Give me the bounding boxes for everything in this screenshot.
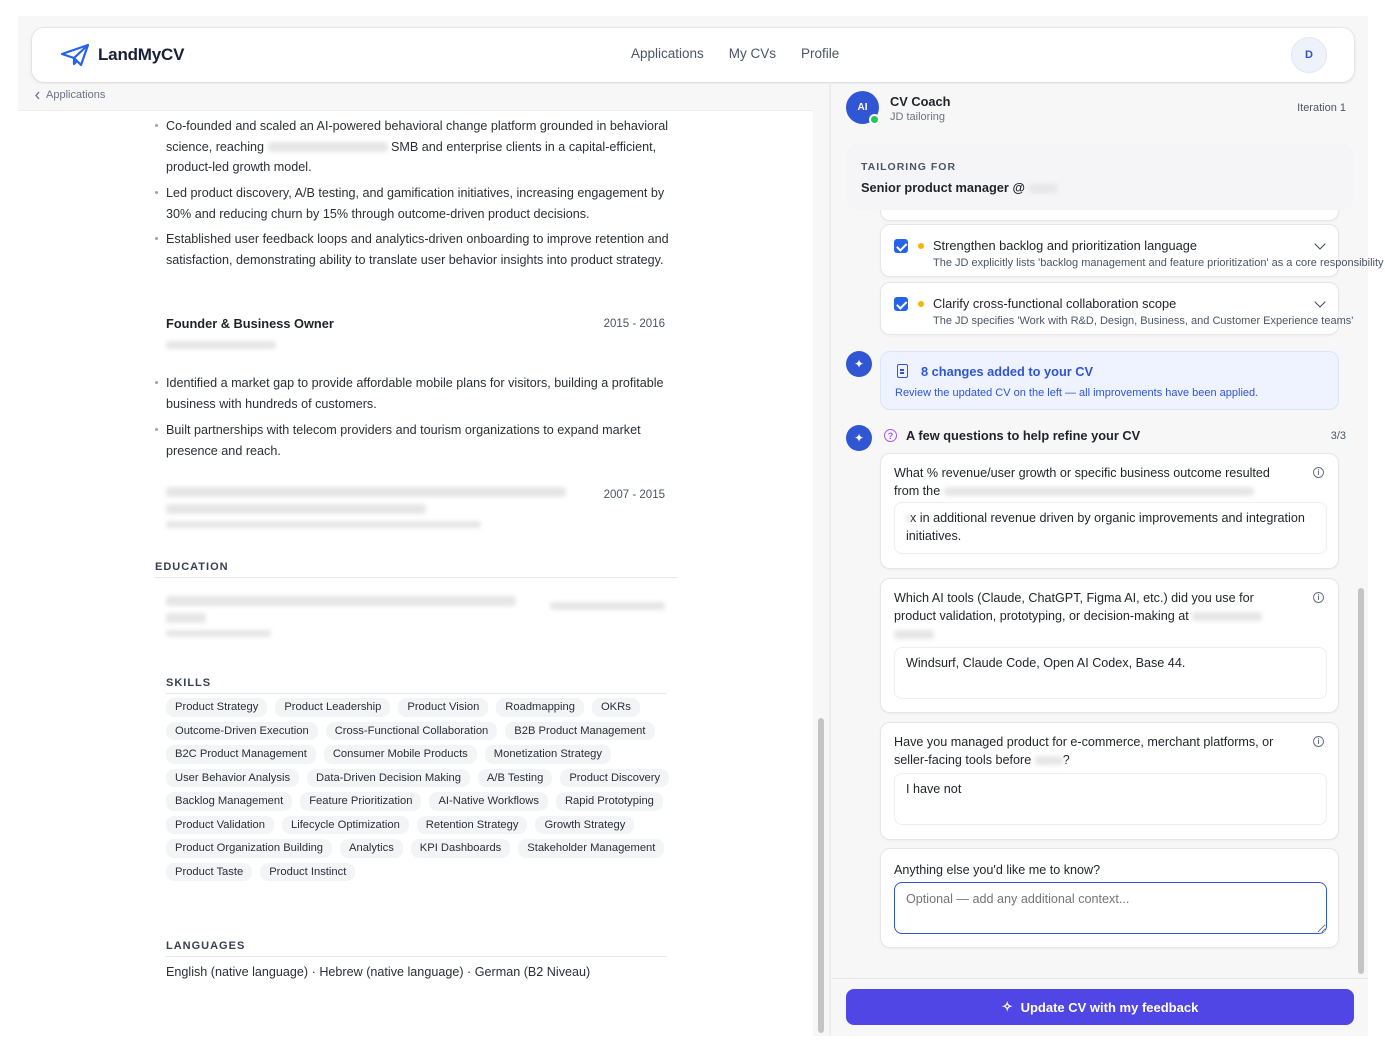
skill-chip: Outcome-Driven Execution	[166, 722, 318, 741]
answer-field[interactable]: I have not	[894, 773, 1327, 825]
update-cv-label: Update CV with my feedback	[1020, 999, 1199, 1015]
cv-bullet: Built partnerships with telecom providers and tourism organizations to expand market presence and reach.	[166, 420, 678, 461]
skill-chip: User Behavior Analysis	[166, 769, 299, 788]
skill-chip: OKRs	[592, 698, 640, 717]
chevron-down-icon[interactable]	[1314, 296, 1325, 307]
sparkle-icon: ✦	[846, 351, 872, 377]
section-heading-skills: SKILLS	[166, 677, 212, 689]
question-text: What % revenue/user growth or specific business outcome resulted from the	[894, 466, 1270, 498]
suggestion-title: Clarify cross-functional collaboration scope	[933, 296, 1177, 311]
question-text: Which AI tools (Claude, ChatGPT, Figma AI, etc.) did you use for product validation, prototyping, or decision-making at	[894, 589, 1294, 643]
question-card	[880, 453, 1339, 569]
skill-chip: Roadmapping	[496, 698, 584, 717]
main-nav	[631, 46, 839, 61]
changes-applied-notice	[880, 351, 1339, 410]
info-icon[interactable]: i	[1313, 467, 1324, 478]
extra-context-input[interactable]	[894, 882, 1327, 934]
cv-bullet: Identified a market gap to provide affordable mobile plans for visitors, building a profitable business with hundreds of customers.	[166, 373, 678, 414]
languages-text: English (native language) · Hebrew (native language) · German (B2 Niveau)	[166, 965, 591, 979]
skill-chip: Product Strategy	[166, 698, 267, 717]
skill-chip: Analytics	[340, 839, 403, 858]
questions-count: 3/3	[1330, 430, 1346, 442]
cv-coach-pane	[832, 84, 1384, 1036]
redacted-education-dates	[550, 597, 665, 615]
skill-chip: AI-Native Workflows	[429, 792, 548, 811]
skill-chip: Consumer Mobile Products	[324, 745, 477, 764]
cv-bullet: Established user feedback loops and analytics-driven onboarding to improve retention and satisfaction, demonstrating ability to translate user behavior insights into product strategy.	[166, 229, 678, 270]
paper-plane-icon	[60, 43, 90, 67]
section-divider	[166, 693, 666, 694]
skill-chip: Backlog Management	[166, 792, 292, 811]
skill-chip: Lifecycle Optimization	[282, 816, 409, 835]
suggestion-description: The JD explicitly lists 'backlog management and feature prioritization' as a core responsibility	[933, 257, 1384, 269]
section-divider	[155, 577, 678, 578]
suggestion-card[interactable]	[880, 282, 1354, 335]
skill-chip: Stakeholder Management	[518, 839, 664, 858]
skill-chip: Product Organization Building	[166, 839, 332, 858]
coach-scrollbar[interactable]	[1358, 588, 1364, 974]
skill-chip: Feature Prioritization	[300, 792, 421, 811]
changes-subtitle: Review the updated CV on the left — all improvements have been applied.	[895, 387, 1259, 399]
skill-chip: Growth Strategy	[535, 816, 634, 835]
tailoring-for-box	[847, 144, 1353, 210]
extra-context-label: Anything else you'd like me to know?	[894, 863, 1101, 877]
footer-divider	[832, 978, 1368, 979]
user-avatar[interactable]: D	[1291, 37, 1327, 73]
coach-avatar: AI	[846, 91, 879, 124]
role-title: Founder & Business Owner	[166, 316, 334, 331]
answer-field[interactable]: x in additional revenue driven by organic improvements and integration initiatives.	[894, 502, 1327, 554]
skill-chip: Data-Driven Decision Making	[307, 769, 470, 788]
update-cv-button[interactable]	[846, 989, 1354, 1025]
skills-list	[166, 698, 686, 881]
brand[interactable]	[60, 43, 184, 67]
tailoring-label: TAILORING FOR	[861, 161, 957, 173]
skill-chip: B2B Product Management	[505, 722, 654, 741]
coach-name: CV Coach	[890, 94, 951, 109]
coach-header	[832, 84, 1368, 134]
chevron-down-icon[interactable]	[1314, 238, 1325, 249]
cv-bullet: Co-founded and scaled an AI-powered behavioral change platform grounded in behavioral science, reaching SMB and enterprise clients in a capital-efficient, product-led growth model.	[166, 116, 678, 178]
chevron-left-icon	[34, 91, 41, 100]
redacted-text	[1035, 756, 1063, 765]
questions-header	[884, 427, 1354, 447]
redacted-text	[268, 142, 388, 152]
redacted-text	[1192, 612, 1262, 621]
suggestion-description: The JD specifies 'Work with R&D, Design, Business, and Customer Experience teams'	[933, 315, 1354, 327]
question-text: Have you managed product for e-commerce, merchant platforms, or seller-facing tools before ?	[894, 735, 1274, 767]
suggestion-card[interactable]	[880, 224, 1384, 277]
cv-document	[18, 110, 813, 1040]
skill-chip: Cross-Functional Collaboration	[326, 722, 498, 741]
redacted-company	[166, 336, 276, 354]
extra-context-card	[880, 848, 1339, 948]
document-icon	[897, 364, 908, 378]
redacted-role-title	[166, 487, 566, 528]
question-card	[880, 722, 1339, 840]
skill-chip: Product Instinct	[260, 863, 355, 882]
tailoring-value: Senior product manager @	[861, 180, 1057, 195]
redacted-text	[944, 487, 1254, 496]
skill-chip: KPI Dashboards	[411, 839, 510, 858]
coach-subtitle: JD tailoring	[890, 111, 946, 123]
pane-divider	[829, 84, 831, 1036]
section-heading-languages: LANGUAGES	[166, 940, 246, 952]
suggestion-checkbox[interactable]	[894, 297, 908, 311]
online-status-dot	[869, 114, 880, 125]
skill-chip: Product Validation	[166, 816, 274, 835]
nav-profile[interactable]: Profile	[801, 46, 840, 61]
skill-chip: A/B Testing	[478, 769, 552, 788]
skill-chip: Retention Strategy	[417, 816, 528, 835]
skill-chip: Product Leadership	[275, 698, 390, 717]
suggestion-checkbox[interactable]	[894, 239, 908, 253]
sparkle-icon: ✦	[846, 425, 872, 451]
question-icon: ?	[884, 429, 897, 442]
cv-scrollbar[interactable]	[818, 718, 824, 1033]
skill-chip: Rapid Prototyping	[556, 792, 663, 811]
priority-dot	[918, 301, 924, 307]
skill-chip: Product Taste	[166, 863, 252, 882]
question-card	[880, 578, 1339, 713]
questions-title: A few questions to help refine your CV	[906, 428, 1141, 443]
skill-chip: Product Vision	[398, 698, 488, 717]
section-divider	[166, 956, 666, 957]
suggestion-title: Strengthen backlog and prioritization language	[933, 238, 1197, 253]
role-dates: 2015 - 2016	[603, 318, 665, 330]
top-navigation-bar	[32, 28, 1354, 82]
role-dates: 2007 - 2015	[603, 489, 665, 501]
cv-preview-pane	[18, 84, 828, 1036]
brand-name: LandMyCV	[98, 45, 185, 64]
redacted-education	[166, 596, 516, 637]
skill-chip: Product Discovery	[560, 769, 669, 788]
sparkle-icon: ✧	[1001, 999, 1013, 1014]
info-icon[interactable]: i	[1313, 736, 1324, 747]
nav-my-cvs[interactable]: My CVs	[728, 46, 777, 61]
nav-applications[interactable]: Applications	[631, 46, 704, 61]
redacted-company	[1029, 184, 1057, 193]
breadcrumb-applications[interactable]: Applications	[46, 89, 106, 101]
breadcrumb[interactable]	[34, 89, 105, 101]
info-icon[interactable]: i	[1313, 592, 1324, 603]
iteration-label: Iteration 1	[1297, 102, 1346, 114]
answer-field[interactable]: Windsurf, Claude Code, Open AI Codex, Base 44.	[894, 647, 1327, 699]
changes-title: 8 changes added to your CV	[921, 364, 1094, 379]
skill-chip: Monetization Strategy	[485, 745, 611, 764]
section-heading-education: EDUCATION	[155, 561, 229, 573]
priority-dot	[918, 243, 924, 249]
suggestion-card-partial	[880, 210, 1339, 221]
cv-bullet: Led product discovery, A/B testing, and gamification initiatives, increasing engagement by 30% and reducing churn by 15% through outcome-driven product decisions.	[166, 183, 678, 224]
skill-chip: B2C Product Management	[166, 745, 316, 764]
